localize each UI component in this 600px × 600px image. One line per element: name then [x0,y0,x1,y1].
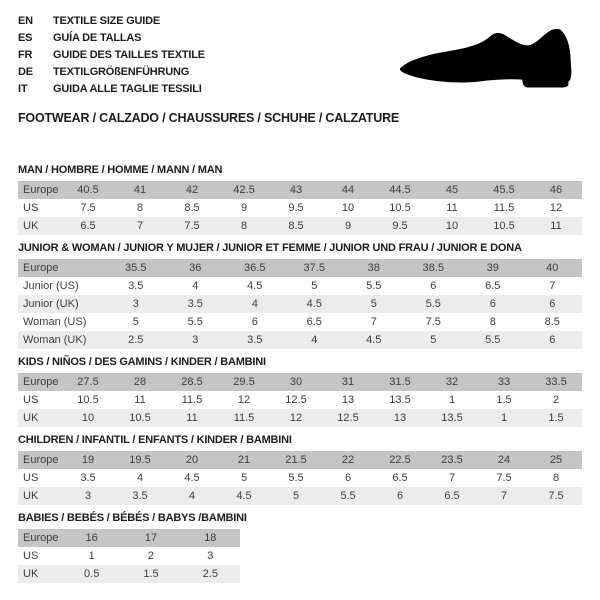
size-value: 45.5 [493,184,515,196]
size-table-section [18,164,582,235]
size-value: 13.5 [441,412,463,424]
size-value: 12.5 [337,412,359,424]
size-table-section [18,242,582,349]
size-value: 13 [341,394,355,406]
size-value: 6 [549,334,556,346]
size-value: 32 [445,376,459,388]
table-row [18,391,582,409]
table-row [18,217,582,235]
size-value: 27.5 [77,376,99,388]
size-value: 13 [393,412,407,424]
size-value: 39 [486,262,499,274]
size-value: 8 [240,220,248,232]
language-code: EN [18,14,33,27]
size-value: 45 [445,184,459,196]
size-value: 19.5 [129,454,151,466]
size-value: 3 [84,490,92,502]
size-value: 6.5 [80,220,96,232]
size-value: 8.5 [288,220,304,232]
row-label: Woman (UK) [23,334,87,346]
size-value: 7.5 [548,490,564,502]
size-value: 3.5 [80,472,96,484]
size-value: 1.5 [143,568,159,580]
size-value: 1 [500,412,508,424]
size-value: 42.5 [233,184,255,196]
row-label: UK [23,568,39,580]
row-label: US [23,472,39,484]
size-table [18,451,582,505]
size-value: 11 [446,202,458,214]
size-value: 5.5 [366,280,382,292]
size-value: 10 [341,202,355,214]
size-value: 6 [396,490,404,502]
size-value: 10.5 [493,220,515,232]
size-value: 6.5 [306,316,322,328]
table-row [18,277,582,295]
size-value: 19 [81,454,95,466]
table-row [18,469,582,487]
size-value: 7 [136,220,144,232]
size-value: 11 [134,394,146,406]
size-value: 8.5 [544,316,560,328]
size-value: 10 [81,412,95,424]
size-value: 1 [88,550,95,562]
size-value: 9 [240,202,248,214]
language-guide-title: TEXTILE SIZE GUIDE [53,14,161,27]
size-value: 11.5 [233,412,255,424]
row-label: Europe [23,184,59,196]
size-table-section [18,356,582,427]
size-value: 4.5 [366,334,382,346]
size-value: 36 [189,262,202,274]
size-value: 24 [497,454,511,466]
size-value: 23.5 [441,454,463,466]
size-value: 13.5 [389,394,411,406]
table-row [18,565,240,583]
row-label: Europe [23,532,59,544]
size-value: 7 [448,472,456,484]
size-value: 28.5 [181,376,203,388]
row-label: Junior (US) [23,280,79,292]
row-label: US [23,550,39,562]
size-value: 21 [237,454,251,466]
size-value: 11 [550,220,562,232]
row-label: Europe [23,262,59,274]
size-value: 10 [445,220,459,232]
language-guide-title: TEXTILGRÖßENFÜHRUNG [53,65,190,78]
size-value: 38.5 [422,262,444,274]
row-label: Junior (UK) [23,298,79,310]
size-value: 8 [136,202,144,214]
size-table-section [18,434,582,505]
language-code: FR [18,48,33,61]
size-value: 35.5 [125,262,147,274]
size-value: 6 [430,280,437,292]
size-value: 3 [207,550,214,562]
size-value: 22.5 [389,454,411,466]
table-row [18,331,582,349]
language-code: DE [18,65,33,78]
size-table [18,373,582,427]
row-label: Europe [23,454,59,466]
size-value: 30 [289,376,303,388]
size-value: 31 [341,376,355,388]
size-value: 40 [546,262,559,274]
size-value: 28 [133,376,147,388]
size-value: 3 [132,298,139,310]
size-value: 2.5 [202,568,218,580]
size-value: 10.5 [77,394,99,406]
size-value: 6 [549,298,556,310]
size-value: 12 [289,412,303,424]
size-value: 4 [136,472,144,484]
size-table [18,181,582,235]
size-value: 2 [552,394,560,406]
size-tables [0,164,600,583]
size-value: 16 [85,532,98,544]
size-value: 6 [344,472,352,484]
size-value: 5 [240,472,248,484]
table-row [18,259,582,277]
size-value: 1.5 [496,394,512,406]
size-value: 31.5 [389,376,411,388]
size-value: 8 [552,472,560,484]
table-row [18,451,582,469]
size-value: 4.5 [306,298,322,310]
size-value: 33.5 [545,376,567,388]
size-value: 25 [549,454,563,466]
size-value: 7 [370,316,377,328]
table-row [18,409,582,427]
size-value: 4 [251,298,258,310]
size-value: 40.5 [77,184,99,196]
size-value: 37.5 [303,262,325,274]
table-row [18,547,240,565]
table-row [18,487,582,505]
size-value: 7.5 [184,220,200,232]
size-value: 22 [341,454,355,466]
size-value: 12 [549,202,563,214]
row-label: UK [23,412,39,424]
size-value: 5 [292,490,300,502]
size-value: 8 [489,316,496,328]
size-value: 11.5 [493,202,515,214]
table-row [18,181,582,199]
row-label: Europe [23,376,59,388]
size-value: 1.5 [548,412,564,424]
row-label: Woman (US) [23,316,87,328]
size-value: 5.5 [340,490,356,502]
size-value: 1 [448,394,456,406]
size-value: 5 [132,316,139,328]
size-value: 9.5 [392,220,408,232]
size-value: 10.5 [389,202,411,214]
section-title: MAN / HOMBRE / HOMME / MANN / MAN [18,164,223,176]
row-label: UK [23,220,39,232]
size-value: 42 [185,184,199,196]
size-value: 10.5 [129,412,151,424]
size-value: 7 [500,490,508,502]
section-title: CHILDREN / INFANTIL / ENFANTS / KINDER / BAMBINI [18,434,292,446]
size-value: 44.5 [389,184,411,196]
size-value: 0.5 [84,568,100,580]
size-value: 9.5 [288,202,304,214]
size-value: 44 [341,184,355,196]
size-value: 20 [185,454,199,466]
size-value: 5.5 [187,316,203,328]
table-row [18,529,240,547]
size-value: 5.5 [485,334,501,346]
row-label: UK [23,490,39,502]
size-value: 4.5 [184,472,200,484]
size-value: 11.5 [181,394,203,406]
size-value: 7.5 [496,472,512,484]
size-value: 38 [367,262,380,274]
size-value: 2.5 [128,334,144,346]
size-value: 5 [430,334,437,346]
size-table [18,259,582,349]
table-row [18,373,582,391]
size-value: 6 [251,316,258,328]
dress-shoe-icon [392,16,588,106]
size-table-section [18,512,582,583]
size-value: 4.5 [236,490,252,502]
size-value: 4 [188,490,196,502]
size-value: 4 [192,280,199,292]
size-value: 5 [311,280,318,292]
size-value: 3.5 [187,298,203,310]
size-value: 7.5 [425,316,441,328]
size-value: 6.5 [444,490,460,502]
language-guide-title: GUIDA ALLE TAGLIE TESSILI [53,82,202,95]
table-row [18,313,582,331]
size-value: 43 [289,184,303,196]
section-title: BABIES / BEBÉS / BÉBÉS / BABYS /BAMBINI [18,512,247,524]
size-value: 29.5 [233,376,255,388]
size-value: 21.5 [285,454,307,466]
size-value: 17 [144,532,158,544]
size-value: 5 [370,298,377,310]
size-table [18,529,240,583]
table-row [18,199,582,217]
size-value: 41 [133,184,147,196]
size-value: 12.5 [285,394,307,406]
size-value: 2 [147,550,155,562]
language-guide-title: GUÍA DE TALLAS [53,31,142,44]
size-value: 46 [549,184,563,196]
size-value: 11 [186,412,198,424]
size-value: 3.5 [132,490,148,502]
category-title: FOOTWEAR / CALZADO / CHAUSSURES / SCHUHE / CALZATURE [18,111,400,125]
size-value: 6 [489,298,496,310]
section-title: KIDS / NIÑOS / DES GAMINS / KINDER / BAMBINI [18,356,266,368]
size-value: 4.5 [247,280,263,292]
size-value: 9 [344,220,352,232]
size-value: 33 [497,376,511,388]
size-value: 7 [549,280,556,292]
section-title: JUNIOR & WOMAN / JUNIOR Y MUJER / JUNIOR ET FEMME / JUNIOR UND FRAU / JUNIOR E DONA [18,242,522,254]
language-guide-title: GUIDE DES TAILLES TEXTILE [53,48,205,61]
size-value: 12 [237,394,251,406]
size-value: 4 [311,334,318,346]
row-label: US [23,394,39,406]
size-value: 8.5 [184,202,200,214]
size-value: 3 [192,334,199,346]
size-value: 3.5 [128,280,144,292]
row-label: US [23,202,39,214]
size-value: 6.5 [392,472,408,484]
size-value: 18 [204,532,217,544]
language-code: ES [18,31,33,44]
language-code: IT [18,82,28,95]
size-value: 3.5 [247,334,263,346]
size-value: 7.5 [80,202,96,214]
size-value: 6.5 [485,280,501,292]
size-value: 5.5 [425,298,441,310]
size-value: 36.5 [244,262,266,274]
size-value: 5.5 [288,472,304,484]
table-row [18,295,582,313]
